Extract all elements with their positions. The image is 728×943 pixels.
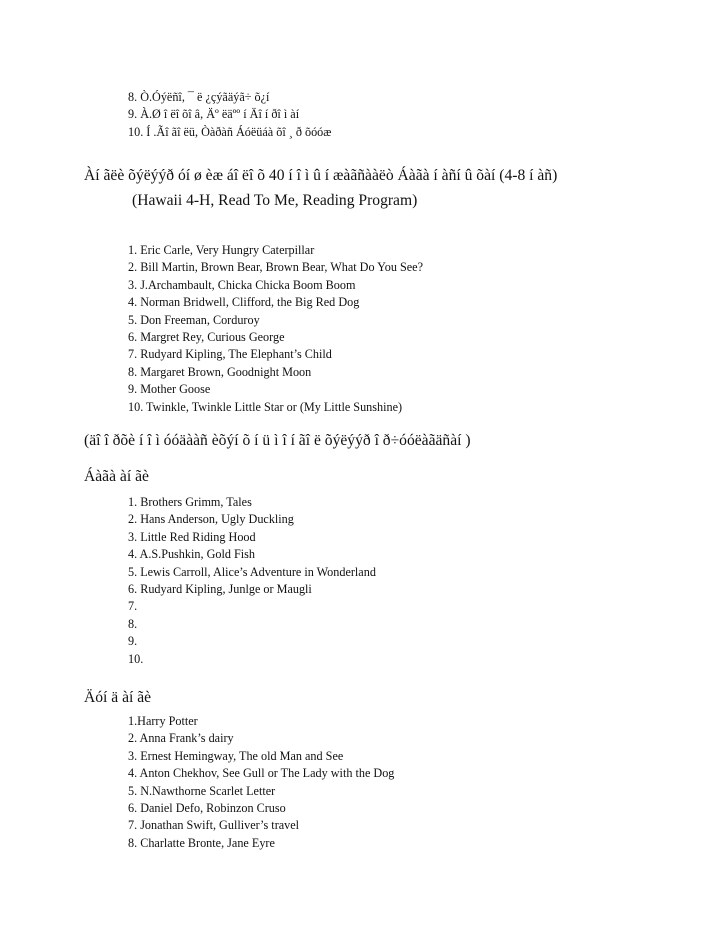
list-item: 5. Don Freeman, Corduroy bbox=[128, 312, 260, 327]
list-item: 4. A.S.Pushkin, Gold Fish bbox=[128, 547, 255, 562]
list-item: 8. Ò.Óýëñî, ¯ ë ¿çýãäýã÷ õ¿í bbox=[128, 90, 270, 104]
list-item: 5. Lewis Carroll, Alice’s Adventure in Wonderland bbox=[128, 564, 376, 579]
list-item: 3. Ernest Hemingway, The old Man and See bbox=[128, 748, 344, 763]
section4-title: Äóí ä àí ãè bbox=[84, 689, 152, 706]
list-item: 8. Charlatte Bronte, Jane Eyre bbox=[128, 835, 275, 850]
list-item: 3. Little Red Riding Hood bbox=[128, 529, 256, 544]
list-item: 2. Bill Martin, Brown Bear, Brown Bear, What Do You See? bbox=[128, 260, 423, 275]
list-item: 10. Twinkle, Twinkle Little Star or (My Little Sunshine) bbox=[128, 399, 403, 414]
section1-list bbox=[128, 242, 423, 416]
list-item: 8. Margaret Brown, Goodnight Moon bbox=[128, 364, 312, 379]
list-item: 2. Hans Anderson, Ugly Duckling bbox=[128, 512, 294, 527]
section2-title: (äî î ðõè í î ì óóäààñ èõýí õ í ü ì î í ãî ë õýëýýð î ð÷óóëàãäñàí ) bbox=[84, 432, 471, 449]
list-item: 6. Rudyard Kipling, Junlge or Maugli bbox=[128, 581, 312, 596]
list-item: 1. Brothers Grimm, Tales bbox=[128, 495, 252, 509]
section3-title: Áàãà àí ãè bbox=[84, 468, 149, 485]
section1-title: Àí ãëè õýëýýð óí ø èæ áî ëî õ 40 í î ì û í æàãñààëò Áàãà í àñí û õàí (4-8 í àñ) bbox=[84, 167, 558, 184]
list-item: 2. Anna Frank’s dairy bbox=[128, 731, 234, 746]
list-item: 9. Mother Goose bbox=[128, 382, 211, 397]
list-item: 7. Rudyard Kipling, The Elephant’s Child bbox=[128, 347, 332, 362]
list-item: 4. Norman Bridwell, Clifford, the Big Red Dog bbox=[128, 295, 360, 310]
list-item: 7. bbox=[128, 599, 138, 614]
list-item: 5. N.Nawthorne Scarlet Letter bbox=[128, 783, 276, 798]
list-item: 7. Jonathan Swift, Gulliver’s travel bbox=[128, 818, 300, 833]
list-item: 4. Anton Chekhov, See Gull or The Lady with the Dog bbox=[128, 766, 395, 781]
list-item: 3. J.Archambault, Chicka Chicka Boom Boom bbox=[128, 277, 356, 292]
top-list bbox=[128, 89, 331, 141]
section3-list bbox=[128, 494, 376, 668]
list-item: 9. bbox=[128, 634, 138, 649]
list-item: 1.Harry Potter bbox=[128, 714, 198, 728]
list-item: 9. À.Ø î ëî õî â, Äº ëäºº í Äî í ðî ì àí bbox=[128, 107, 300, 122]
list-item: 10. Í .Ãî ãî ëü, Òàðàñ Áóëüáà õî ¸ ð õóóæ bbox=[128, 124, 332, 139]
list-item: 6. Margret Rey, Curious George bbox=[128, 329, 285, 344]
section4-list bbox=[128, 713, 394, 852]
list-item: 1. Eric Carle, Very Hungry Caterpillar bbox=[128, 243, 315, 257]
list-item: 10. bbox=[128, 651, 144, 666]
section1-subtitle: (Hawaii 4-H, Read To Me, Reading Program) bbox=[132, 192, 418, 209]
list-item: 6. Daniel Defo, Robinzon Cruso bbox=[128, 800, 286, 815]
list-item: 8. bbox=[128, 616, 138, 631]
